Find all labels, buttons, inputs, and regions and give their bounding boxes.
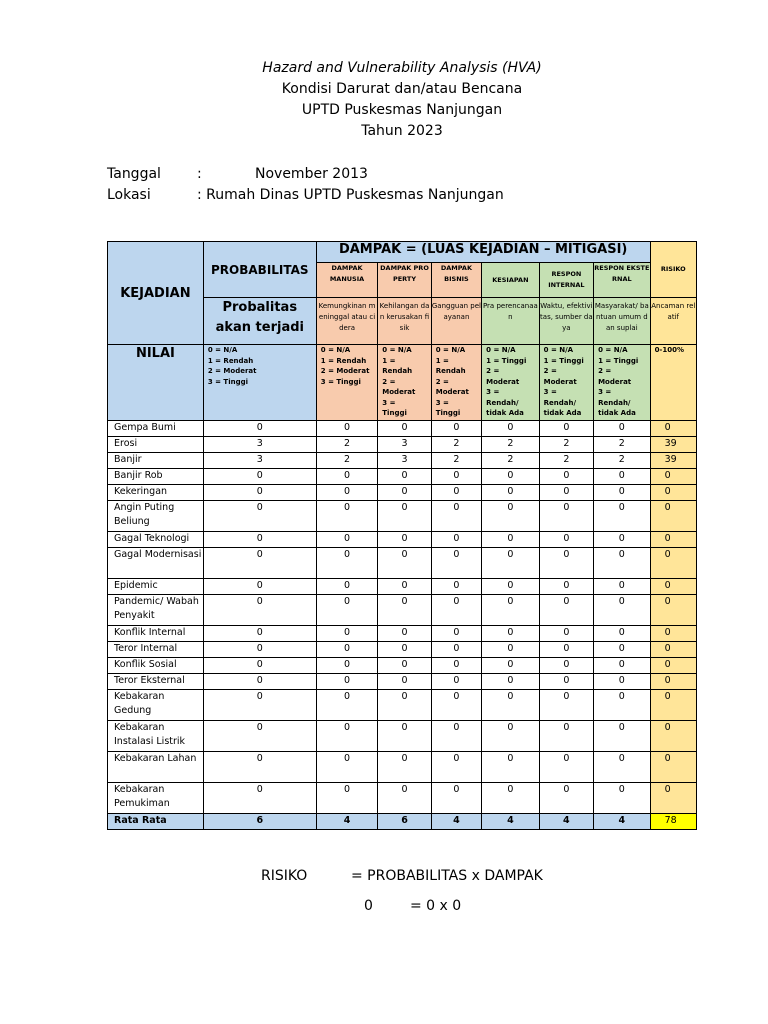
score-cell: 0 (378, 548, 431, 579)
score-cell: 0 (482, 721, 539, 752)
score-cell: 2 (482, 453, 539, 469)
score-cell: 0 (203, 626, 316, 642)
event-name: Gagal Modernisasi (108, 548, 204, 579)
score-cell: 0 (482, 485, 539, 501)
table-row (108, 690, 697, 721)
kesiapan-scale: 0 = N/A 1 = Tinggi 2 = Moderat 3 = Rendah/ tidak Ada (482, 345, 539, 421)
score-cell: 0 (203, 642, 316, 658)
risk-cell: 0 (650, 674, 696, 690)
date-label: Tanggal (107, 166, 161, 182)
table-row (108, 752, 697, 783)
score-cell: 0 (482, 532, 539, 548)
score-cell: 0 (594, 532, 650, 548)
table-row (108, 548, 697, 579)
kesiapan-header: KESIAPAN (482, 263, 539, 298)
score-cell: 0 (316, 532, 378, 548)
average-value: 4 (539, 814, 593, 830)
formula-result-value: 0 (364, 898, 373, 914)
score-cell: 3 (203, 437, 316, 453)
score-cell: 0 (316, 595, 378, 626)
dampak-manusia-scale: 0 = N/A 1 = Rendah 2 = Moderat 3 = Tinggi (316, 345, 378, 421)
risiko-scale: 0-100% (650, 345, 696, 421)
score-cell: 0 (539, 421, 593, 437)
risk-cell: 0 (650, 783, 696, 814)
event-name: Teror Eksternal (108, 674, 204, 690)
table-row (108, 783, 697, 814)
average-value: 4 (431, 814, 481, 830)
score-cell: 0 (431, 532, 481, 548)
score-cell: 0 (431, 658, 481, 674)
average-value: 6 (378, 814, 431, 830)
event-name: Kebakaran Lahan (108, 752, 204, 783)
score-cell: 2 (482, 437, 539, 453)
score-cell: 0 (203, 421, 316, 437)
score-cell: 0 (594, 579, 650, 595)
score-cell: 0 (316, 626, 378, 642)
formula-expression: = PROBABILITAS x DAMPAK (351, 868, 543, 884)
score-cell: 0 (203, 690, 316, 721)
risk-cell: 0 (650, 579, 696, 595)
score-cell: 0 (431, 783, 481, 814)
score-cell: 0 (594, 658, 650, 674)
score-cell: 0 (539, 501, 593, 532)
score-cell: 0 (482, 642, 539, 658)
dampak-bisnis-desc: Gangguan pelayanan (431, 298, 481, 345)
event-name: Kekeringan (108, 485, 204, 501)
table-row (108, 485, 697, 501)
score-cell: 0 (431, 469, 481, 485)
score-cell: 0 (378, 421, 431, 437)
average-label: Rata Rata (108, 814, 204, 830)
score-cell: 0 (378, 469, 431, 485)
score-cell: 0 (431, 501, 481, 532)
respon-eksternal-header: RESPON EKSTERNAL (594, 263, 650, 298)
score-cell: 0 (539, 690, 593, 721)
dampak-property-desc: Kehilangan dan kerusakan fisik (378, 298, 431, 345)
score-cell: 0 (594, 469, 650, 485)
score-cell: 0 (316, 690, 378, 721)
score-cell: 0 (431, 485, 481, 501)
score-cell: 0 (431, 626, 481, 642)
event-name: Konflik Internal (108, 626, 204, 642)
respon-internal-header: RESPON INTERNAL (539, 263, 593, 298)
score-cell: 0 (594, 501, 650, 532)
score-cell: 0 (539, 548, 593, 579)
kesiapan-desc: Pra perencanaan (482, 298, 539, 345)
score-cell: 0 (203, 674, 316, 690)
score-cell: 0 (203, 485, 316, 501)
score-cell: 0 (378, 674, 431, 690)
organization-name: UPTD Puskesmas Nanjungan (301, 102, 503, 118)
score-cell: 0 (539, 579, 593, 595)
score-cell: 0 (539, 626, 593, 642)
event-name: Pandemic/ Wabah Penyakit (108, 595, 204, 626)
score-cell: 2 (316, 437, 378, 453)
score-cell: 0 (316, 421, 378, 437)
average-value: 4 (316, 814, 378, 830)
score-cell: 0 (431, 579, 481, 595)
score-cell: 0 (378, 501, 431, 532)
event-name: Kebakaran Gedung (108, 690, 204, 721)
score-cell: 0 (203, 579, 316, 595)
event-name: Kebakaran Pemukiman (108, 783, 204, 814)
risk-cell: 0 (650, 690, 696, 721)
table-row (108, 626, 697, 642)
score-cell: 3 (203, 453, 316, 469)
score-cell: 0 (378, 595, 431, 626)
score-cell: 3 (378, 453, 431, 469)
score-cell: 0 (203, 501, 316, 532)
formula-result-expression: = 0 x 0 (410, 898, 462, 914)
kejadian-header: KEJADIAN (108, 242, 204, 345)
table-row (108, 453, 697, 469)
respon-eksternal-scale: 0 = N/A 1 = Tinggi 2 = Moderat 3 = Rendah/ tidak Ada (594, 345, 650, 421)
score-cell: 0 (594, 642, 650, 658)
event-name: Gagal Teknologi (108, 532, 204, 548)
average-row (108, 814, 697, 830)
score-cell: 0 (316, 469, 378, 485)
score-cell: 0 (482, 752, 539, 783)
table-row (108, 721, 697, 752)
average-risk: 78 (650, 814, 696, 830)
table-row (108, 501, 697, 532)
score-cell: 0 (431, 674, 481, 690)
score-cell: 0 (316, 642, 378, 658)
score-cell: 0 (203, 721, 316, 752)
average-value: 6 (203, 814, 316, 830)
date-colon: : (197, 166, 202, 182)
score-cell: 0 (431, 548, 481, 579)
score-cell: 0 (482, 421, 539, 437)
score-cell: 0 (482, 469, 539, 485)
event-name: Kebakaran Instalasi Listrik (108, 721, 204, 752)
dampak-bisnis-header: DAMPAK BISNIS (431, 263, 481, 298)
score-cell: 0 (594, 690, 650, 721)
score-cell: 0 (431, 642, 481, 658)
document-subtitle: Kondisi Darurat dan/atau Bencana (281, 81, 523, 97)
table-row (108, 595, 697, 626)
table-row (108, 469, 697, 485)
risk-cell: 0 (650, 501, 696, 532)
score-cell: 2 (316, 453, 378, 469)
header-row-1 (108, 242, 697, 263)
table-row (108, 674, 697, 690)
score-cell: 0 (378, 579, 431, 595)
table-row (108, 532, 697, 548)
score-cell: 0 (431, 421, 481, 437)
probabilitas-desc: Probalitas akan terjadi (203, 298, 316, 345)
hva-table (107, 241, 697, 830)
nilai-row (108, 345, 697, 421)
score-cell: 0 (539, 721, 593, 752)
score-cell: 0 (539, 469, 593, 485)
score-cell: 0 (539, 674, 593, 690)
probabilitas-scale: 0 = N/A 1 = Rendah 2 = Moderat 3 = Tinggi (203, 345, 316, 421)
score-cell: 0 (482, 690, 539, 721)
score-cell: 0 (316, 658, 378, 674)
score-cell: 0 (316, 674, 378, 690)
respon-internal-scale: 0 = N/A 1 = Tinggi 2 = Moderat 3 = Rendah/ tidak Ada (539, 345, 593, 421)
dampak-property-header: DAMPAK PROPERTY (378, 263, 431, 298)
risiko-desc: Ancaman relatif (650, 298, 696, 345)
score-cell: 0 (482, 626, 539, 642)
risk-cell: 0 (650, 626, 696, 642)
score-cell: 0 (539, 752, 593, 783)
score-cell: 0 (594, 626, 650, 642)
score-cell: 0 (482, 548, 539, 579)
score-cell: 0 (378, 690, 431, 721)
score-cell: 0 (594, 485, 650, 501)
score-cell: 0 (594, 721, 650, 752)
risk-cell: 0 (650, 548, 696, 579)
score-cell: 0 (378, 642, 431, 658)
score-cell: 0 (203, 783, 316, 814)
average-value: 4 (594, 814, 650, 830)
score-cell: 2 (431, 453, 481, 469)
respon-internal-desc: Waktu, efektivitas, sumber daya (539, 298, 593, 345)
document-title-block (0, 58, 768, 142)
score-cell: 0 (431, 595, 481, 626)
score-cell: 0 (378, 752, 431, 783)
score-cell: 0 (203, 752, 316, 783)
dampak-manusia-header: DAMPAK MANUSIA (316, 263, 378, 298)
score-cell: 2 (431, 437, 481, 453)
risk-cell: 39 (650, 437, 696, 453)
risk-cell: 0 (650, 485, 696, 501)
event-name: Gempa Bumi (108, 421, 204, 437)
score-cell: 0 (594, 595, 650, 626)
table-row (108, 658, 697, 674)
dampak-property-scale: 0 = N/A 1 = Rendah 2 = Moderat 3 = Tinggi (378, 345, 431, 421)
score-cell: 0 (378, 783, 431, 814)
score-cell: 0 (539, 658, 593, 674)
score-cell: 0 (482, 783, 539, 814)
dampak-header: DAMPAK = (LUAS KEJADIAN – MITIGASI) (316, 242, 650, 263)
score-cell: 0 (316, 501, 378, 532)
score-cell: 0 (316, 579, 378, 595)
table-row (108, 579, 697, 595)
score-cell: 0 (431, 690, 481, 721)
score-cell: 0 (482, 658, 539, 674)
score-cell: 0 (539, 485, 593, 501)
score-cell: 0 (539, 595, 593, 626)
score-cell: 0 (539, 783, 593, 814)
hva-table-body (108, 421, 697, 814)
score-cell: 0 (203, 658, 316, 674)
event-name: Erosi (108, 437, 204, 453)
event-name: Konflik Sosial (108, 658, 204, 674)
location-value: : Rumah Dinas UPTD Puskesmas Nanjungan (197, 187, 504, 203)
score-cell: 0 (316, 721, 378, 752)
respon-eksternal-desc: Masyarakat/ bantuan umum dan suplai (594, 298, 650, 345)
risk-cell: 0 (650, 532, 696, 548)
score-cell: 0 (378, 485, 431, 501)
score-cell: 0 (431, 721, 481, 752)
risk-cell: 0 (650, 421, 696, 437)
table-row (108, 421, 697, 437)
risk-cell: 0 (650, 658, 696, 674)
table-row (108, 642, 697, 658)
risiko-header: RISIKO (650, 242, 696, 298)
score-cell: 2 (594, 437, 650, 453)
average-value: 4 (482, 814, 539, 830)
score-cell: 0 (203, 548, 316, 579)
score-cell: 0 (316, 783, 378, 814)
score-cell: 0 (482, 579, 539, 595)
location-label: Lokasi (107, 187, 151, 203)
score-cell: 2 (594, 453, 650, 469)
score-cell: 0 (203, 469, 316, 485)
risk-cell: 0 (650, 721, 696, 752)
probabilitas-header: PROBABILITAS (203, 242, 316, 298)
score-cell: 0 (203, 532, 316, 548)
score-cell: 3 (378, 437, 431, 453)
risk-cell: 39 (650, 453, 696, 469)
score-cell: 0 (378, 721, 431, 752)
event-name: Epidemic (108, 579, 204, 595)
score-cell: 0 (378, 532, 431, 548)
risk-cell: 0 (650, 642, 696, 658)
score-cell: 0 (594, 421, 650, 437)
risk-cell: 0 (650, 752, 696, 783)
score-cell: 0 (203, 595, 316, 626)
score-cell: 0 (594, 783, 650, 814)
risk-cell: 0 (650, 469, 696, 485)
year-label: Tahun 2023 (361, 123, 443, 139)
score-cell: 0 (431, 752, 481, 783)
event-name: Banjir Rob (108, 469, 204, 485)
document-title: Hazard and Vulnerability Analysis (HVA) (262, 60, 542, 76)
score-cell: 0 (594, 548, 650, 579)
event-name: Banjir (108, 453, 204, 469)
score-cell: 0 (594, 674, 650, 690)
risk-cell: 0 (650, 595, 696, 626)
dampak-manusia-desc: Kemungkinan meninggal atau cidera (316, 298, 378, 345)
dampak-bisnis-scale: 0 = N/A 1 = Rendah 2 = Moderat 3 = Tinggi (431, 345, 481, 421)
event-name: Angin Puting Beliung (108, 501, 204, 532)
nilai-label: NILAI (108, 345, 204, 421)
score-cell: 2 (539, 437, 593, 453)
score-cell: 0 (378, 658, 431, 674)
formula-label: RISIKO (261, 868, 308, 884)
score-cell: 0 (482, 501, 539, 532)
score-cell: 0 (482, 595, 539, 626)
event-name: Teror Internal (108, 642, 204, 658)
date-value: November 2013 (255, 166, 368, 182)
score-cell: 0 (316, 548, 378, 579)
score-cell: 2 (539, 453, 593, 469)
score-cell: 0 (482, 674, 539, 690)
score-cell: 0 (539, 642, 593, 658)
score-cell: 0 (316, 752, 378, 783)
score-cell: 0 (594, 752, 650, 783)
score-cell: 0 (316, 485, 378, 501)
score-cell: 0 (539, 532, 593, 548)
score-cell: 0 (378, 626, 431, 642)
table-row (108, 437, 697, 453)
